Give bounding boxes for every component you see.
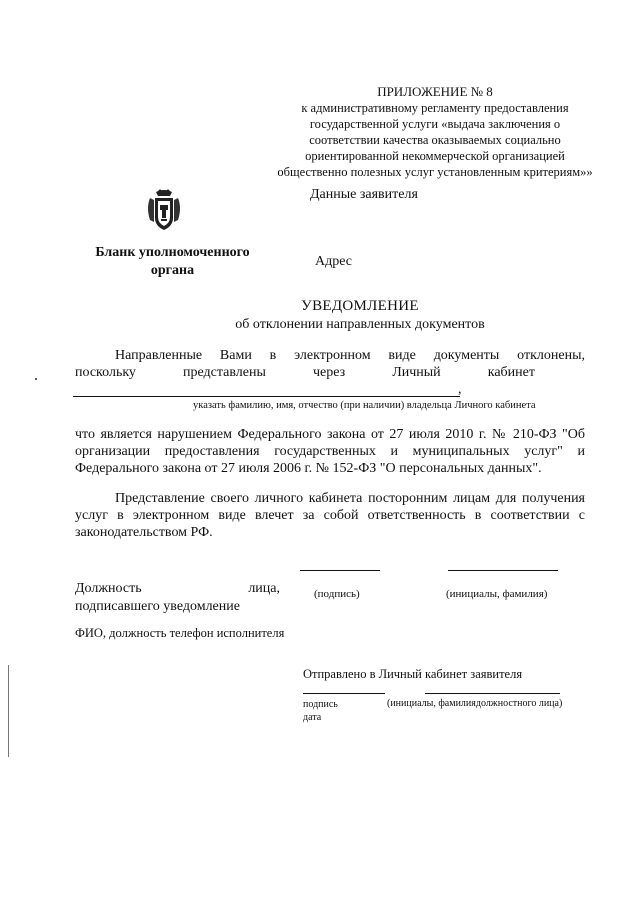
appendix-title: ПРИЛОЖЕНИЕ № 8 [377, 84, 493, 99]
sent-date-caption: дата [303, 712, 322, 723]
document-title: УВЕДОМЛЕНИЕ [301, 298, 419, 314]
position-line: подписавшего уведомление [75, 599, 240, 614]
appendix-line: ориентированной некоммерческой организацией [305, 149, 565, 163]
signature-line [300, 570, 380, 571]
sent-signature-caption: подпись [303, 699, 338, 710]
document-heading [200, 298, 520, 333]
paragraph-line: Направленные Вами в электронном виде документы отклонены, [115, 348, 585, 363]
appendix-block [255, 84, 615, 180]
paragraph-rejection [75, 347, 585, 381]
sent-signature-line [303, 693, 385, 694]
cabinet-owner-blank [73, 396, 460, 397]
address-label: Адрес [315, 254, 353, 269]
org-line: Бланк уполномоченного [95, 245, 250, 260]
appendix-line: общественно полезных услуг установленным критериям»» [277, 165, 593, 179]
sent-initials-caption: (инициалы, фамилиядолжностного лица) [387, 698, 563, 709]
signer-position-label [75, 580, 280, 616]
cabinet-owner-caption: указать фамилию, имя, отчество (при наличии) владельца Личного кабинета [193, 400, 536, 411]
scan-margin-line [8, 665, 9, 757]
executor-info: ФИО, должность телефон исполнителя [75, 626, 285, 640]
initials-line [448, 570, 558, 571]
document-subtitle: об отклонении направленных документов [235, 317, 485, 332]
signature-caption: (подпись) [314, 588, 360, 600]
sent-to-cabinet-label: Отправлено в Личный кабинет заявителя [303, 667, 523, 681]
initials-caption: (инициалы, фамилия) [446, 588, 548, 600]
appendix-line: соответствии качества оказываемых социально [309, 133, 561, 147]
appendix-line: к административному регламенту предоставления [301, 101, 569, 115]
scan-dot [35, 378, 37, 380]
position-word: лица, [248, 581, 280, 596]
applicant-data-label: Данные заявителя [310, 187, 418, 202]
org-line: органа [150, 263, 195, 278]
paragraph-law-violation: что является нарушением Федерального закона от 27 июля 2010 г. № 210-ФЗ "Об организации предоставления государственных и муниципальных услуг" и Федерального закона от 27 июля 2006 г. № 152-ФЗ "О персональных данных". [75, 427, 585, 476]
paragraph-responsibility: Представление своего личного кабинета посторонним лицам для получения услуг в электронном виде влечет за собой ответственность в соответствии с законодательством РФ. [75, 491, 585, 540]
sent-signature-date-captions [303, 698, 338, 724]
appendix-line: государственной услуги «выдача заключения о [309, 117, 561, 131]
authority-letterhead [75, 244, 270, 280]
position-word: Должность [75, 581, 142, 596]
paragraph-line: поскольку представлены через Личный кабинет [75, 365, 535, 380]
sent-initials-line [425, 693, 560, 694]
coat-of-arms-icon [144, 188, 184, 232]
comma-mark: , [458, 382, 462, 397]
